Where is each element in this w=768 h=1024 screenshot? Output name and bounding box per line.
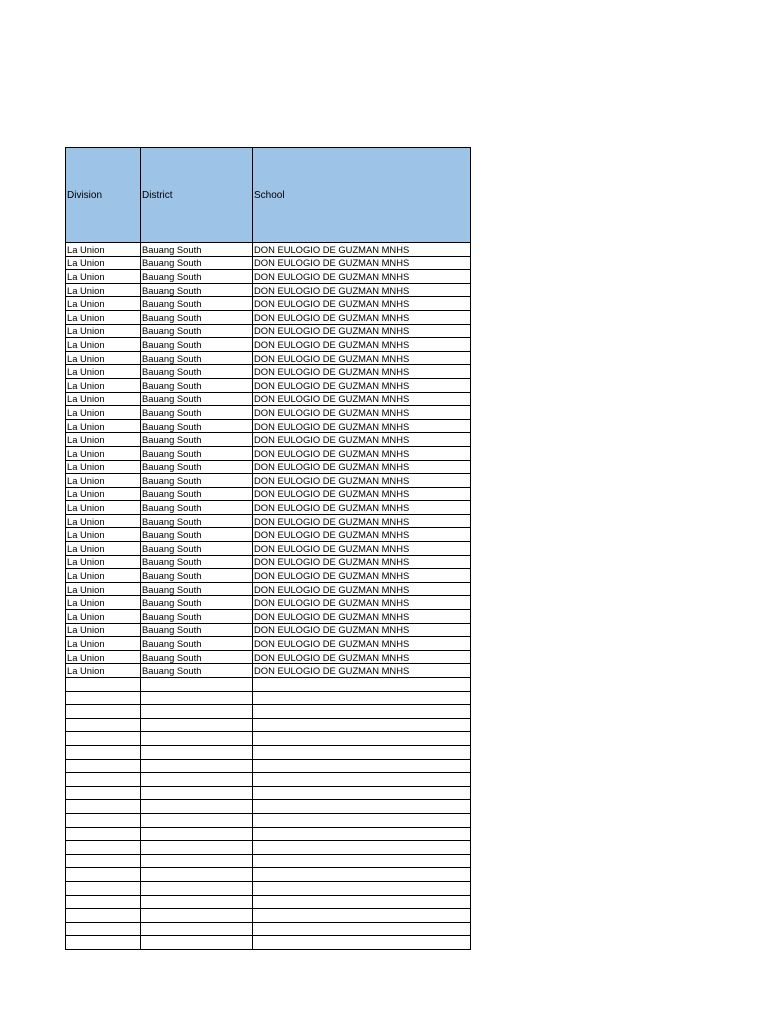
table-row bbox=[66, 827, 471, 841]
division-cell[interactable] bbox=[66, 922, 141, 936]
division-cell[interactable]: La Union bbox=[66, 406, 141, 420]
table-row bbox=[66, 909, 471, 923]
table-row bbox=[66, 813, 471, 827]
table-body bbox=[66, 243, 471, 950]
table-row bbox=[66, 501, 471, 515]
header-district[interactable]: District bbox=[141, 148, 253, 243]
district-cell[interactable] bbox=[141, 827, 253, 841]
school-cell[interactable] bbox=[253, 922, 471, 936]
school-cell[interactable] bbox=[253, 759, 471, 773]
table-row bbox=[66, 419, 471, 433]
division-cell[interactable]: La Union bbox=[66, 528, 141, 542]
table-row bbox=[66, 460, 471, 474]
school-cell[interactable] bbox=[253, 854, 471, 868]
division-cell[interactable] bbox=[66, 936, 141, 950]
district-cell[interactable]: Bauang South bbox=[141, 582, 253, 596]
table-row bbox=[66, 596, 471, 610]
division-cell[interactable] bbox=[66, 895, 141, 909]
table-row bbox=[66, 392, 471, 406]
table-row bbox=[66, 637, 471, 651]
school-table bbox=[65, 147, 471, 950]
district-cell[interactable]: Bauang South bbox=[141, 501, 253, 515]
district-cell[interactable]: Bauang South bbox=[141, 324, 253, 338]
district-cell[interactable] bbox=[141, 936, 253, 950]
table-row bbox=[66, 378, 471, 392]
school-cell[interactable]: DON EULOGIO DE GUZMAN MNHS bbox=[253, 528, 471, 542]
division-cell[interactable]: La Union bbox=[66, 637, 141, 651]
table-row bbox=[66, 841, 471, 855]
district-cell[interactable]: Bauang South bbox=[141, 555, 253, 569]
table-row bbox=[66, 338, 471, 352]
school-cell[interactable]: DON EULOGIO DE GUZMAN MNHS bbox=[253, 324, 471, 338]
school-cell[interactable]: DON EULOGIO DE GUZMAN MNHS bbox=[253, 650, 471, 664]
district-cell[interactable]: Bauang South bbox=[141, 392, 253, 406]
school-cell[interactable] bbox=[253, 732, 471, 746]
district-cell[interactable]: Bauang South bbox=[141, 297, 253, 311]
division-cell[interactable] bbox=[66, 718, 141, 732]
table-row bbox=[66, 324, 471, 338]
division-cell[interactable]: La Union bbox=[66, 474, 141, 488]
table-row bbox=[66, 569, 471, 583]
division-cell[interactable] bbox=[66, 759, 141, 773]
division-cell[interactable] bbox=[66, 909, 141, 923]
table-row bbox=[66, 555, 471, 569]
district-cell[interactable] bbox=[141, 691, 253, 705]
school-cell[interactable] bbox=[253, 909, 471, 923]
division-cell[interactable] bbox=[66, 827, 141, 841]
division-cell[interactable] bbox=[66, 881, 141, 895]
table-row bbox=[66, 895, 471, 909]
header-division[interactable]: Division bbox=[66, 148, 141, 243]
table-row bbox=[66, 487, 471, 501]
division-cell[interactable]: La Union bbox=[66, 324, 141, 338]
district-cell[interactable]: Bauang South bbox=[141, 365, 253, 379]
district-cell[interactable] bbox=[141, 841, 253, 855]
division-cell[interactable] bbox=[66, 691, 141, 705]
district-cell[interactable] bbox=[141, 745, 253, 759]
district-cell[interactable]: Bauang South bbox=[141, 406, 253, 420]
division-cell[interactable]: La Union bbox=[66, 514, 141, 528]
district-cell[interactable] bbox=[141, 718, 253, 732]
division-cell[interactable] bbox=[66, 868, 141, 882]
header-school[interactable]: School bbox=[253, 148, 471, 243]
school-cell[interactable]: DON EULOGIO DE GUZMAN MNHS bbox=[253, 569, 471, 583]
district-cell[interactable] bbox=[141, 813, 253, 827]
table-row bbox=[66, 406, 471, 420]
division-cell[interactable]: La Union bbox=[66, 487, 141, 501]
division-cell[interactable]: La Union bbox=[66, 270, 141, 284]
school-cell[interactable]: DON EULOGIO DE GUZMAN MNHS bbox=[253, 270, 471, 284]
table-row bbox=[66, 623, 471, 637]
district-cell[interactable]: Bauang South bbox=[141, 243, 253, 257]
district-cell[interactable]: Bauang South bbox=[141, 596, 253, 610]
school-cell[interactable] bbox=[253, 800, 471, 814]
table-row bbox=[66, 310, 471, 324]
school-cell[interactable]: DON EULOGIO DE GUZMAN MNHS bbox=[253, 378, 471, 392]
district-cell[interactable] bbox=[141, 854, 253, 868]
division-cell[interactable]: La Union bbox=[66, 446, 141, 460]
district-cell[interactable]: Bauang South bbox=[141, 610, 253, 624]
school-cell[interactable] bbox=[253, 786, 471, 800]
table-row bbox=[66, 610, 471, 624]
table-row bbox=[66, 474, 471, 488]
district-cell[interactable]: Bauang South bbox=[141, 487, 253, 501]
school-cell[interactable]: DON EULOGIO DE GUZMAN MNHS bbox=[253, 582, 471, 596]
school-cell[interactable]: DON EULOGIO DE GUZMAN MNHS bbox=[253, 637, 471, 651]
school-cell[interactable]: DON EULOGIO DE GUZMAN MNHS bbox=[253, 610, 471, 624]
school-cell[interactable]: DON EULOGIO DE GUZMAN MNHS bbox=[253, 664, 471, 678]
table-row bbox=[66, 664, 471, 678]
division-cell[interactable] bbox=[66, 732, 141, 746]
division-cell[interactable]: La Union bbox=[66, 310, 141, 324]
district-cell[interactable]: Bauang South bbox=[141, 433, 253, 447]
division-cell[interactable]: La Union bbox=[66, 338, 141, 352]
school-cell[interactable]: DON EULOGIO DE GUZMAN MNHS bbox=[253, 623, 471, 637]
school-cell[interactable] bbox=[253, 813, 471, 827]
table-row bbox=[66, 365, 471, 379]
table-row bbox=[66, 854, 471, 868]
district-cell[interactable]: Bauang South bbox=[141, 446, 253, 460]
division-cell[interactable] bbox=[66, 773, 141, 787]
table-row bbox=[66, 542, 471, 556]
school-cell[interactable] bbox=[253, 827, 471, 841]
district-cell[interactable]: Bauang South bbox=[141, 528, 253, 542]
district-cell[interactable] bbox=[141, 705, 253, 719]
division-cell[interactable]: La Union bbox=[66, 243, 141, 257]
table-row bbox=[66, 270, 471, 284]
table-row bbox=[66, 705, 471, 719]
division-cell[interactable]: La Union bbox=[66, 582, 141, 596]
school-cell[interactable] bbox=[253, 895, 471, 909]
school-cell[interactable] bbox=[253, 705, 471, 719]
school-cell[interactable]: DON EULOGIO DE GUZMAN MNHS bbox=[253, 487, 471, 501]
division-cell[interactable]: La Union bbox=[66, 419, 141, 433]
school-cell[interactable]: DON EULOGIO DE GUZMAN MNHS bbox=[253, 392, 471, 406]
school-cell[interactable] bbox=[253, 691, 471, 705]
table-row bbox=[66, 256, 471, 270]
division-cell[interactable]: La Union bbox=[66, 555, 141, 569]
division-cell[interactable]: La Union bbox=[66, 542, 141, 556]
school-cell[interactable] bbox=[253, 936, 471, 950]
district-cell[interactable]: Bauang South bbox=[141, 623, 253, 637]
district-cell[interactable]: Bauang South bbox=[141, 378, 253, 392]
table-row bbox=[66, 936, 471, 950]
school-cell[interactable]: DON EULOGIO DE GUZMAN MNHS bbox=[253, 406, 471, 420]
district-cell[interactable]: Bauang South bbox=[141, 664, 253, 678]
district-cell[interactable] bbox=[141, 678, 253, 692]
district-cell[interactable]: Bauang South bbox=[141, 460, 253, 474]
district-cell[interactable]: Bauang South bbox=[141, 650, 253, 664]
table-row bbox=[66, 800, 471, 814]
school-cell[interactable]: DON EULOGIO DE GUZMAN MNHS bbox=[253, 446, 471, 460]
division-cell[interactable] bbox=[66, 745, 141, 759]
school-cell[interactable] bbox=[253, 868, 471, 882]
district-cell[interactable] bbox=[141, 922, 253, 936]
district-cell[interactable]: Bauang South bbox=[141, 270, 253, 284]
division-cell[interactable]: La Union bbox=[66, 351, 141, 365]
table-row bbox=[66, 759, 471, 773]
division-cell[interactable]: La Union bbox=[66, 365, 141, 379]
school-cell[interactable]: DON EULOGIO DE GUZMAN MNHS bbox=[253, 351, 471, 365]
division-cell[interactable]: La Union bbox=[66, 610, 141, 624]
division-cell[interactable] bbox=[66, 813, 141, 827]
division-cell[interactable]: La Union bbox=[66, 433, 141, 447]
table-row bbox=[66, 283, 471, 297]
table-row bbox=[66, 732, 471, 746]
district-cell[interactable] bbox=[141, 773, 253, 787]
table-row bbox=[66, 745, 471, 759]
division-cell[interactable] bbox=[66, 800, 141, 814]
table-row bbox=[66, 433, 471, 447]
spreadsheet-sheet bbox=[65, 147, 470, 950]
school-cell[interactable]: DON EULOGIO DE GUZMAN MNHS bbox=[253, 419, 471, 433]
division-cell[interactable] bbox=[66, 786, 141, 800]
school-cell[interactable] bbox=[253, 718, 471, 732]
table-row bbox=[66, 582, 471, 596]
table-row bbox=[66, 881, 471, 895]
district-cell[interactable] bbox=[141, 732, 253, 746]
school-cell[interactable]: DON EULOGIO DE GUZMAN MNHS bbox=[253, 283, 471, 297]
table-row bbox=[66, 528, 471, 542]
table-row bbox=[66, 786, 471, 800]
district-cell[interactable]: Bauang South bbox=[141, 474, 253, 488]
school-cell[interactable]: DON EULOGIO DE GUZMAN MNHS bbox=[253, 433, 471, 447]
district-cell[interactable]: Bauang South bbox=[141, 256, 253, 270]
school-cell[interactable]: DON EULOGIO DE GUZMAN MNHS bbox=[253, 297, 471, 311]
district-cell[interactable] bbox=[141, 786, 253, 800]
table-row bbox=[66, 691, 471, 705]
table-row bbox=[66, 446, 471, 460]
division-cell[interactable]: La Union bbox=[66, 297, 141, 311]
table-row bbox=[66, 678, 471, 692]
division-cell[interactable]: La Union bbox=[66, 664, 141, 678]
school-cell[interactable]: DON EULOGIO DE GUZMAN MNHS bbox=[253, 460, 471, 474]
school-cell[interactable] bbox=[253, 881, 471, 895]
school-cell[interactable] bbox=[253, 841, 471, 855]
division-cell[interactable]: La Union bbox=[66, 596, 141, 610]
school-cell[interactable] bbox=[253, 678, 471, 692]
district-cell[interactable]: Bauang South bbox=[141, 351, 253, 365]
school-cell[interactable]: DON EULOGIO DE GUZMAN MNHS bbox=[253, 542, 471, 556]
school-cell[interactable]: DON EULOGIO DE GUZMAN MNHS bbox=[253, 243, 471, 257]
division-cell[interactable]: La Union bbox=[66, 650, 141, 664]
division-cell[interactable]: La Union bbox=[66, 501, 141, 515]
school-cell[interactable]: DON EULOGIO DE GUZMAN MNHS bbox=[253, 501, 471, 515]
school-cell[interactable]: DON EULOGIO DE GUZMAN MNHS bbox=[253, 596, 471, 610]
district-cell[interactable]: Bauang South bbox=[141, 514, 253, 528]
district-cell[interactable]: Bauang South bbox=[141, 542, 253, 556]
district-cell[interactable]: Bauang South bbox=[141, 283, 253, 297]
table-row bbox=[66, 773, 471, 787]
district-cell[interactable] bbox=[141, 909, 253, 923]
district-cell[interactable] bbox=[141, 895, 253, 909]
division-cell[interactable] bbox=[66, 678, 141, 692]
table-row bbox=[66, 650, 471, 664]
division-cell[interactable]: La Union bbox=[66, 283, 141, 297]
district-cell[interactable]: Bauang South bbox=[141, 310, 253, 324]
district-cell[interactable] bbox=[141, 800, 253, 814]
district-cell[interactable]: Bauang South bbox=[141, 569, 253, 583]
division-cell[interactable] bbox=[66, 854, 141, 868]
district-cell[interactable] bbox=[141, 881, 253, 895]
division-cell[interactable]: La Union bbox=[66, 392, 141, 406]
header-row bbox=[66, 148, 471, 243]
school-cell[interactable]: DON EULOGIO DE GUZMAN MNHS bbox=[253, 474, 471, 488]
district-cell[interactable]: Bauang South bbox=[141, 338, 253, 352]
table-row bbox=[66, 922, 471, 936]
district-cell[interactable] bbox=[141, 868, 253, 882]
table-row bbox=[66, 351, 471, 365]
school-cell[interactable]: DON EULOGIO DE GUZMAN MNHS bbox=[253, 555, 471, 569]
division-cell[interactable]: La Union bbox=[66, 460, 141, 474]
table-row bbox=[66, 718, 471, 732]
division-cell[interactable] bbox=[66, 841, 141, 855]
school-cell[interactable]: DON EULOGIO DE GUZMAN MNHS bbox=[253, 256, 471, 270]
school-cell[interactable]: DON EULOGIO DE GUZMAN MNHS bbox=[253, 338, 471, 352]
school-cell[interactable]: DON EULOGIO DE GUZMAN MNHS bbox=[253, 514, 471, 528]
table-row bbox=[66, 514, 471, 528]
table-row bbox=[66, 297, 471, 311]
division-cell[interactable]: La Union bbox=[66, 256, 141, 270]
table-row bbox=[66, 868, 471, 882]
district-cell[interactable]: Bauang South bbox=[141, 637, 253, 651]
school-cell[interactable]: DON EULOGIO DE GUZMAN MNHS bbox=[253, 310, 471, 324]
table-row bbox=[66, 243, 471, 257]
division-cell[interactable]: La Union bbox=[66, 623, 141, 637]
district-cell[interactable]: Bauang South bbox=[141, 419, 253, 433]
division-cell[interactable]: La Union bbox=[66, 569, 141, 583]
school-cell[interactable] bbox=[253, 745, 471, 759]
division-cell[interactable]: La Union bbox=[66, 378, 141, 392]
school-cell[interactable] bbox=[253, 773, 471, 787]
school-cell[interactable]: DON EULOGIO DE GUZMAN MNHS bbox=[253, 365, 471, 379]
division-cell[interactable] bbox=[66, 705, 141, 719]
district-cell[interactable] bbox=[141, 759, 253, 773]
